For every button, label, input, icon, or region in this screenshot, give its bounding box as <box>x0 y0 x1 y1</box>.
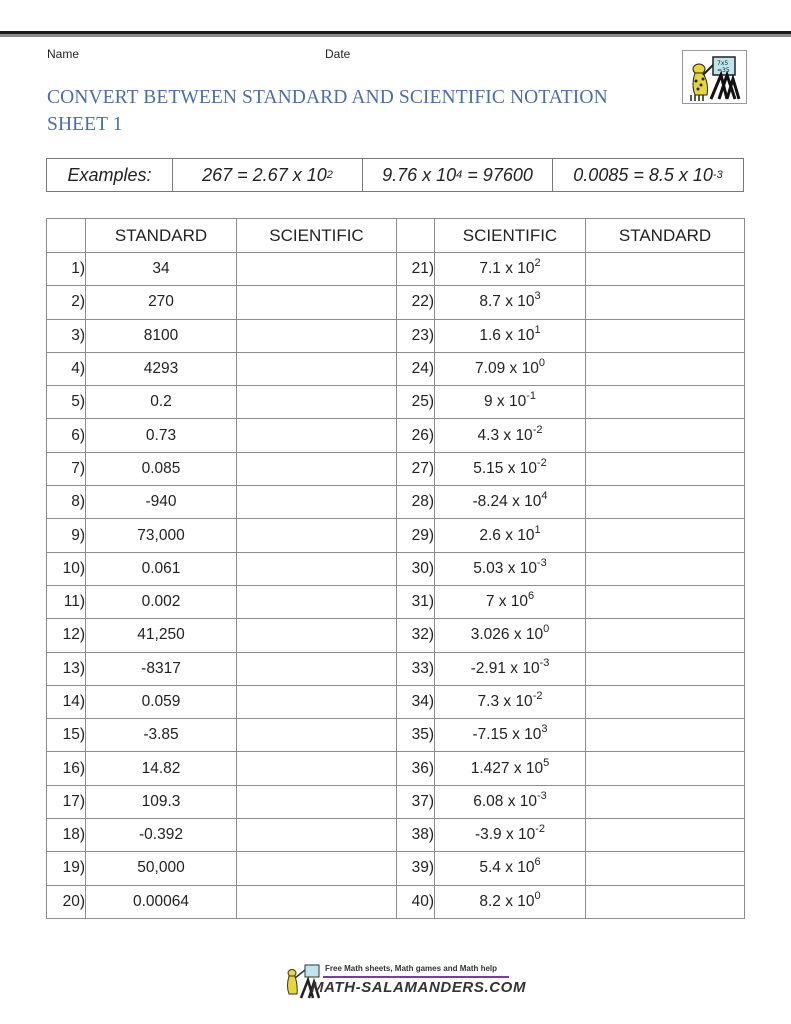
table-row <box>47 253 745 286</box>
scientific-value: 5.4 x $10^6$ <box>435 852 586 885</box>
name-label: Name <box>47 47 80 61</box>
answer-scientific-cell[interactable] <box>237 253 397 286</box>
table-row <box>47 519 745 552</box>
standard-value: 8100 <box>86 319 237 352</box>
answer-standard-cell[interactable] <box>586 552 745 585</box>
standard-value: -8317 <box>86 652 237 685</box>
question-number: 14) <box>47 685 86 718</box>
question-number: 8) <box>47 486 86 519</box>
question-number: 9) <box>47 519 86 552</box>
question-number: 39) <box>397 852 435 885</box>
question-number: 21) <box>397 253 435 286</box>
answer-standard-cell[interactable] <box>586 852 745 885</box>
answer-scientific-cell[interactable] <box>237 452 397 485</box>
question-number: 35) <box>397 719 435 752</box>
scientific-value: -2.91 x $10^{-3}$ <box>435 652 586 685</box>
answer-standard-cell[interactable] <box>586 619 745 652</box>
table-row <box>47 719 745 752</box>
title-line-2: SHEET 1 <box>47 114 123 135</box>
standard-value: 41,250 <box>86 619 237 652</box>
standard-value: 0.73 <box>86 419 237 452</box>
question-number: 10) <box>47 552 86 585</box>
question-number: 24) <box>397 352 435 385</box>
standard-value: 0.059 <box>86 685 237 718</box>
question-number: 13) <box>47 652 86 685</box>
question-number: 23) <box>397 319 435 352</box>
question-number: 32) <box>397 619 435 652</box>
scientific-value: 6.08 x $10^{-3}$ <box>435 785 586 818</box>
scientific-value: 8.7 x $10^3$ <box>435 286 586 319</box>
table-row <box>47 585 745 618</box>
footer-brand: MATH-SALAMANDERS.COM <box>311 979 527 996</box>
answer-standard-cell[interactable] <box>586 785 745 818</box>
top-rule-shadow <box>0 34 791 37</box>
table-row <box>47 452 745 485</box>
scientific-value: 5.03 x $10^{-3}$ <box>435 552 586 585</box>
answer-scientific-cell[interactable] <box>237 685 397 718</box>
scientific-value: 1.427 x $10^5$ <box>435 752 586 785</box>
answer-scientific-cell[interactable] <box>237 552 397 585</box>
answer-scientific-cell[interactable] <box>237 619 397 652</box>
question-number: 20) <box>47 885 86 918</box>
standard-value: 4293 <box>86 352 237 385</box>
table-row <box>47 386 745 419</box>
scientific-value: -8.24 x $10^4$ <box>435 486 586 519</box>
title-line-1: CONVERT BETWEEN STANDARD AND SCIENTIFIC NOTATION <box>47 87 608 108</box>
answer-scientific-cell[interactable] <box>237 519 397 552</box>
question-number: 26) <box>397 419 435 452</box>
answer-standard-cell[interactable] <box>586 419 745 452</box>
standard-value: 0.002 <box>86 585 237 618</box>
table-header-row <box>47 219 745 253</box>
answer-scientific-cell[interactable] <box>237 819 397 852</box>
question-number: 36) <box>397 752 435 785</box>
question-number: 34) <box>397 685 435 718</box>
standard-value: 0.085 <box>86 452 237 485</box>
table-row <box>47 885 745 918</box>
scientific-value: 8.2 x $10^0$ <box>435 885 586 918</box>
scientific-value: 3.026 x $10^0$ <box>435 619 586 652</box>
examples-label: Examples: <box>47 159 173 191</box>
table-row <box>47 552 745 585</box>
table-row <box>47 652 745 685</box>
scientific-value: 1.6 x $10^1$ <box>435 319 586 352</box>
table-row <box>47 852 745 885</box>
question-number: 16) <box>47 752 86 785</box>
header-scientific-left: SCIENTIFIC <box>237 219 397 253</box>
scientific-value: 7.1 x $10^2$ <box>435 253 586 286</box>
footer-tagline: Free Math sheets, Math games and Math help <box>325 964 498 973</box>
answer-scientific-cell[interactable] <box>237 885 397 918</box>
table-row <box>47 319 745 352</box>
scientific-value: 7.3 x $10^{-2}$ <box>435 685 586 718</box>
page-title <box>47 84 608 138</box>
answer-standard-cell[interactable] <box>586 486 745 519</box>
standard-value: 0.00064 <box>86 885 237 918</box>
question-number: 22) <box>397 286 435 319</box>
scientific-value: -3.9 x $10^{-2}$ <box>435 819 586 852</box>
question-number: 19) <box>47 852 86 885</box>
standard-value: -3.85 <box>86 719 237 752</box>
answer-scientific-cell[interactable] <box>237 852 397 885</box>
scientific-value: 2.6 x $10^1$ <box>435 519 586 552</box>
date-label: Date <box>325 47 351 61</box>
answer-scientific-cell[interactable] <box>237 352 397 385</box>
answer-standard-cell[interactable] <box>586 752 745 785</box>
scientific-value: 7.09 x $10^0$ <box>435 352 586 385</box>
question-number: 40) <box>397 885 435 918</box>
standard-value: 0.2 <box>86 386 237 419</box>
scientific-value: 5.15 x $10^{-2}$ <box>435 452 586 485</box>
question-number: 7) <box>47 452 86 485</box>
answer-standard-cell[interactable] <box>586 253 745 286</box>
answer-scientific-cell[interactable] <box>237 419 397 452</box>
header-num-left <box>47 219 86 253</box>
answer-standard-cell[interactable] <box>586 652 745 685</box>
answer-standard-cell[interactable] <box>586 386 745 419</box>
answer-scientific-cell[interactable] <box>237 719 397 752</box>
question-number: 38) <box>397 819 435 852</box>
standard-value: -940 <box>86 486 237 519</box>
question-number: 5) <box>47 386 86 419</box>
svg-text:7x5: 7x5 <box>717 60 729 67</box>
question-number: 11) <box>47 585 86 618</box>
table-row <box>47 685 745 718</box>
answer-scientific-cell[interactable] <box>237 319 397 352</box>
question-number: 25) <box>397 386 435 419</box>
question-number: 28) <box>397 486 435 519</box>
answer-standard-cell[interactable] <box>586 452 745 485</box>
answer-standard-cell[interactable] <box>586 319 745 352</box>
question-number: 17) <box>47 785 86 818</box>
scientific-value: 4.3 x $10^{-2}$ <box>435 419 586 452</box>
standard-value: 0.061 <box>86 552 237 585</box>
answer-standard-cell[interactable] <box>586 286 745 319</box>
question-number: 27) <box>397 452 435 485</box>
scientific-value: -7.15 x $10^3$ <box>435 719 586 752</box>
answer-scientific-cell[interactable] <box>237 286 397 319</box>
header-standard-right: STANDARD <box>586 219 745 253</box>
answer-scientific-cell[interactable] <box>237 486 397 519</box>
header-standard-left: STANDARD <box>86 219 237 253</box>
answer-standard-cell[interactable] <box>586 519 745 552</box>
answer-scientific-cell[interactable] <box>237 386 397 419</box>
header-num-right <box>397 219 435 253</box>
standard-value: 34 <box>86 253 237 286</box>
standard-value: 270 <box>86 286 237 319</box>
salamander-logo-icon <box>682 50 747 104</box>
answer-standard-cell[interactable] <box>586 819 745 852</box>
table-row <box>47 819 745 852</box>
question-number: 2) <box>47 286 86 319</box>
question-number: 3) <box>47 319 86 352</box>
header-scientific-right: SCIENTIFIC <box>435 219 586 253</box>
answer-scientific-cell[interactable] <box>237 785 397 818</box>
table-row <box>47 286 745 319</box>
example-1: 267 = 2.67 x 10 2 <box>173 159 363 191</box>
question-number: 30) <box>397 552 435 585</box>
answer-scientific-cell[interactable] <box>237 585 397 618</box>
example-3: 0.0085 = 8.5 x 10 -3 <box>573 164 723 185</box>
example-2: 9.76 x 10 4 = 97600 <box>363 159 553 191</box>
answer-standard-cell[interactable] <box>586 352 745 385</box>
table-row <box>47 619 745 652</box>
standard-value: -0.392 <box>86 819 237 852</box>
question-number: 33) <box>397 652 435 685</box>
answer-standard-cell[interactable] <box>586 585 745 618</box>
standard-value: 73,000 <box>86 519 237 552</box>
question-number: 12) <box>47 619 86 652</box>
table-row <box>47 419 745 452</box>
standard-value: 14.82 <box>86 752 237 785</box>
answer-standard-cell[interactable] <box>586 719 745 752</box>
question-number: 29) <box>397 519 435 552</box>
question-number: 18) <box>47 819 86 852</box>
footer-divider <box>323 976 509 978</box>
footer-logo <box>283 962 527 1000</box>
table-row <box>47 785 745 818</box>
table-row <box>47 352 745 385</box>
standard-value: 109.3 <box>86 785 237 818</box>
table-row <box>47 752 745 785</box>
svg-text:=35: =35 <box>717 67 730 74</box>
examples-bar <box>46 158 744 192</box>
scientific-value: 7 x $10^6$ <box>435 585 586 618</box>
answer-scientific-cell[interactable] <box>237 652 397 685</box>
answer-standard-cell[interactable] <box>586 885 745 918</box>
question-number: 6) <box>47 419 86 452</box>
scientific-value: 9 x $10^{-1}$ <box>435 386 586 419</box>
question-number: 4) <box>47 352 86 385</box>
worksheet-table <box>46 218 745 919</box>
question-number: 31) <box>397 585 435 618</box>
question-number: 15) <box>47 719 86 752</box>
answer-standard-cell[interactable] <box>586 685 745 718</box>
question-number: 37) <box>397 785 435 818</box>
question-number: 1) <box>47 253 86 286</box>
answer-scientific-cell[interactable] <box>237 752 397 785</box>
table-row <box>47 486 745 519</box>
standard-value: 50,000 <box>86 852 237 885</box>
